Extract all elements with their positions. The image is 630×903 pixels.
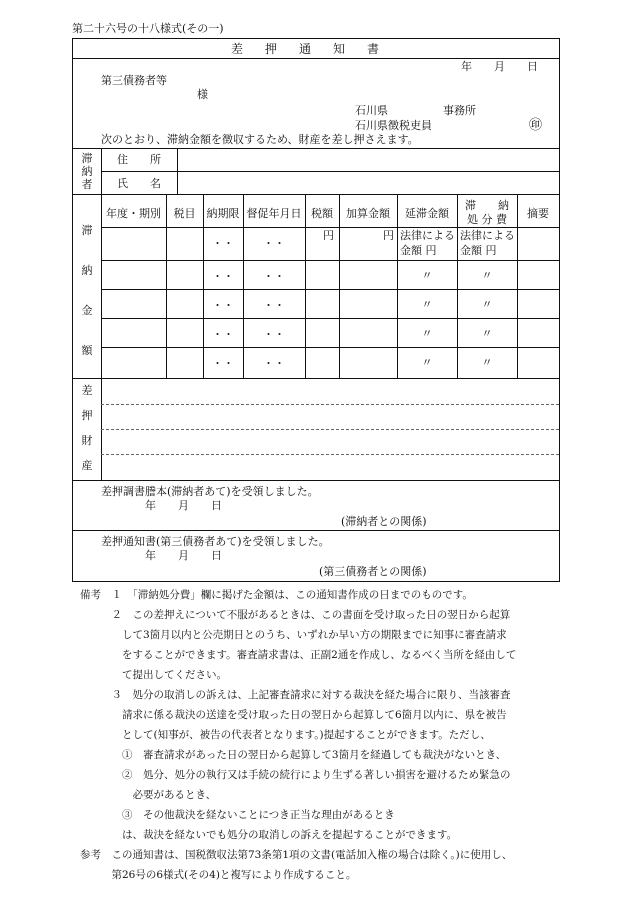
note-line: て提出してください。 [80,669,227,681]
row-late-fee-ditto: 〃 [421,269,433,282]
header-divider [73,148,559,149]
note-line: ② 処分、処分の執行又は手続の続行により生ずる著しい損害を避けるため緊急の [80,769,511,781]
row-additional-yen: 円 [383,229,394,242]
note-line: して3箇月以内と公売期日とのうち、いずれか早い方の期限までに知事に審査請求 [80,629,507,641]
col-late-fee: 延滞金額 [405,207,449,220]
name-label: 氏 名 [117,177,161,190]
office-label: 石川県 事務所 [355,104,476,117]
note-line: をすることができます。審査請求書は、正副2通を作成し、なるべく当所を経由して [80,649,517,661]
honorific: 様 [197,88,208,101]
row-disposition-ditto: 〃 [481,356,493,369]
note-line: 必要があるとき、 [80,789,217,801]
receipt1-relation: (滞納者との関係) [341,515,427,528]
intro-text: 次のとおり、滞納金額を徴収するため、財産を差し押さえます。 [101,133,419,146]
row-due-date-dots: ・・ [212,357,234,370]
amounts-side-2: 納 [81,264,93,277]
receipt1-date: 年 月 日 [145,499,222,512]
receipt1-text: 差押調書謄本(滞納者あて)を受領しました。 [101,485,319,498]
receipt2-relation: (第三債務者との関係) [319,565,427,578]
col-due-date: 納期限 [206,207,240,220]
title-divider [73,58,559,59]
row-due-date-dots: ・・ [212,270,234,283]
row-late-fee-ditto: 〃 [421,327,433,340]
delinquent-side-2: 納 [81,165,93,178]
col-additional: 加算金額 [346,207,390,220]
col-dunning-date: 督促年月日 [246,207,302,220]
col-tax-amount: 税額 [311,207,333,220]
issue-date: 年 月 日 [461,60,538,73]
row-dunning-date-dots: ・・ [263,328,285,341]
row-disposition-legal-2: 金額 円 [460,244,497,257]
delinquent-side-3: 者 [81,178,93,191]
col-year: 年度・期別 [106,207,161,220]
seal-mark: ㊞ [529,118,543,133]
row-late-fee-legal-1: 法律による [400,229,455,242]
note-line: 備考 １ 「滞納処分費」欄に掲げた金額は、この通知書作成の日までのものです。 [80,589,473,601]
notice-form [72,38,560,582]
delinquent-side-1: 滞 [81,152,93,165]
note-line: ２ この差押えについて不服があるときは、この書面を受け取った日の翌日から起算 [80,609,511,621]
receipt2-date: 年 月 日 [145,549,222,562]
note-line: ① 審査請求があった日の翌日から起算して3箇月を経過しても裁決がないとき、 [80,749,507,761]
receipt2-text: 差押通知書(第三債務者あて)を受領しました。 [101,535,330,548]
official-label: 石川県徴税吏員 [355,119,432,132]
col-remarks: 摘要 [527,207,549,220]
row-dunning-date-dots: ・・ [263,299,285,312]
col-disposition-fee: 滞 納 処 分 費 [465,199,509,226]
row-disposition-ditto: 〃 [481,269,493,282]
row-dunning-date-dots: ・・ [263,270,285,283]
row-due-date-dots: ・・ [212,237,234,250]
property-side-3: 財 [81,434,93,447]
amounts-side-3: 金 [81,304,93,317]
note-line: ３ 処分の取消しの訴えは、上記審査請求に対する裁決を経た場合に限り、当該審査 [80,689,511,701]
amounts-side-1: 滞 [81,224,93,237]
row-due-date-dots: ・・ [212,299,234,312]
note-line: 参考 この通知書は、国税徴収法第73条第1項の文書(電話加入権の場合は除く。)に使用し、 [80,849,513,861]
property-side-4: 産 [81,459,93,472]
note-line: 第26号の6様式(その4)と複写により作成すること。 [80,869,357,881]
row-due-date-dots: ・・ [212,328,234,341]
amounts-side-4: 額 [81,344,93,357]
col-tax-item: 税目 [173,207,196,220]
row-disposition-ditto: 〃 [481,327,493,340]
address-label: 住 所 [117,153,161,166]
note-line: として(知事が、被告の代表者となります。)提起することができます。ただし、 [80,729,491,741]
recipient-label: 第三債務者等 [101,74,167,87]
row-late-fee-ditto: 〃 [421,298,433,311]
row-late-fee-ditto: 〃 [421,356,433,369]
note-line: 請求に係る裁決の送達を受け取った日の翌日から起算して6箇月以内に、県を被告 [80,709,507,721]
row-disposition-legal-1: 法律による [460,229,515,242]
note-line: は、裁決を経ないでも処分の取消しの訴えを提起することができます。 [80,829,458,841]
row-late-fee-legal-2: 金額 円 [400,244,437,257]
note-line: ③ その他裁決を経ないことにつき正当な理由があるとき [80,809,395,821]
row-dunning-date-dots: ・・ [263,237,285,250]
row-tax-yen: 円 [323,229,334,242]
property-side-1: 差 [81,384,93,397]
row-dunning-date-dots: ・・ [263,357,285,370]
row-disposition-ditto: 〃 [481,298,493,311]
form-title: 差押通知書 [230,42,401,56]
property-side-2: 押 [81,409,93,422]
form-id: 第二十六号の十八様式(その一) [72,22,224,35]
